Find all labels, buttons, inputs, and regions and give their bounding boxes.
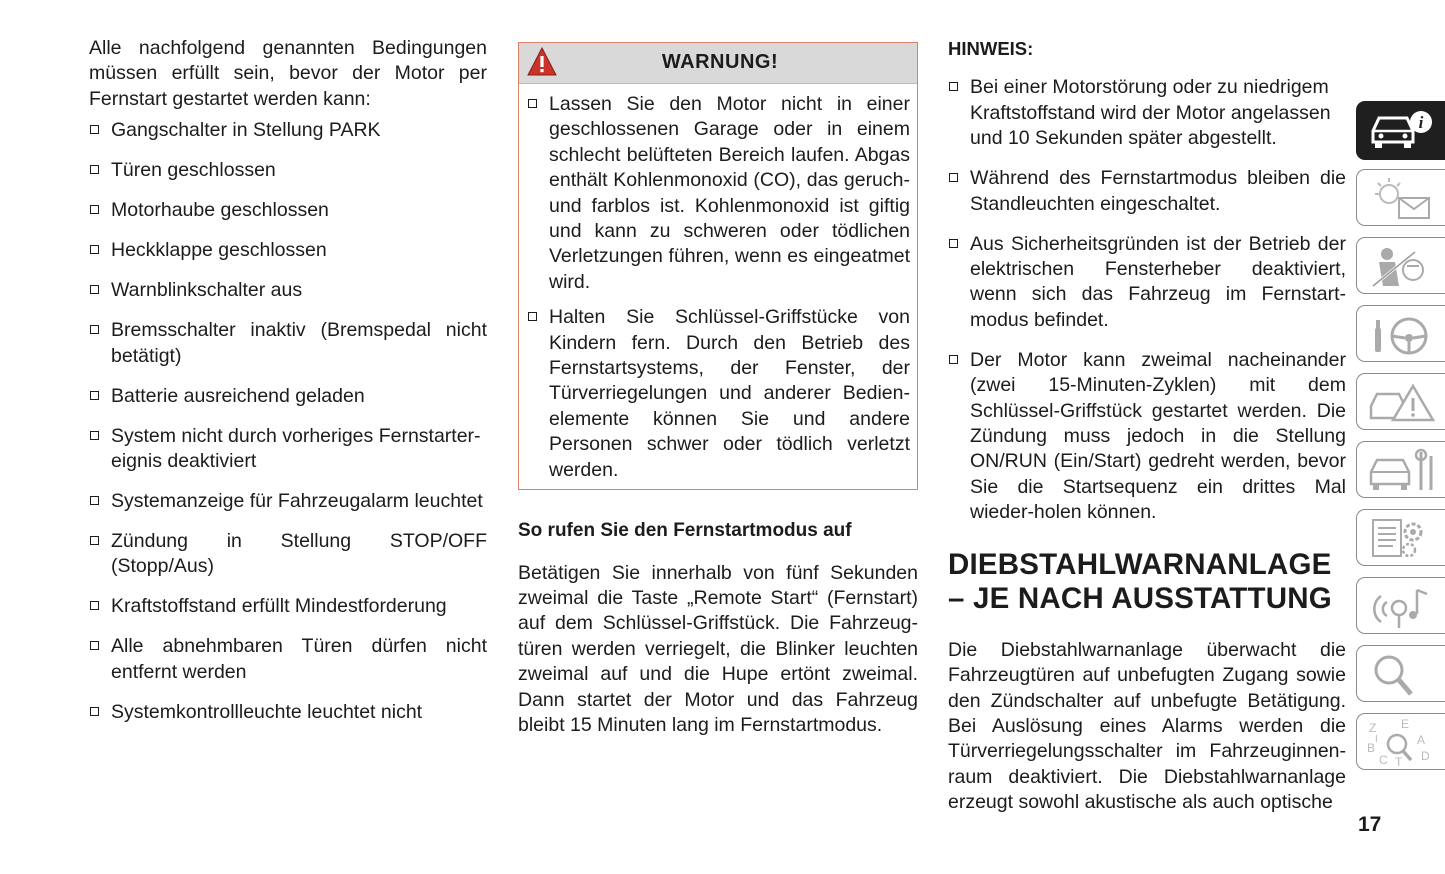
tab-safety[interactable] [1356,237,1445,294]
list-item: Türen geschlossen [89,158,487,183]
tab-car-info[interactable] [1356,101,1445,160]
checkbox-square-icon [90,641,99,650]
checkbox-square-icon [528,99,537,108]
note-item: Bei einer Motorstörung oder zu niedrigem Kraftstoffstand wird der Motor angelassen und 10 Sekunden später abgestellt. [948,75,1346,151]
index-letter: D [1421,749,1430,763]
checkbox-square-icon [90,165,99,174]
warning-item: Halten Sie Schlüssel-Griffstücke von Kindern fern. Durch den Betrieb des Fernstartsystems, der Fenster, der Türverriegelungen und anderer Bedien-elemente können Sie und andere Personen schwer oder tödlich verletzt werden. [527,305,910,483]
tab-technical-specs[interactable] [1356,509,1445,566]
checkbox-square-icon [949,239,958,248]
index-letter: Z [1369,721,1377,735]
page-number: 17 [1358,813,1382,836]
warning-body [519,84,917,489]
checkbox-square-icon [90,325,99,334]
checkbox-square-icon [90,707,99,716]
section-title [948,548,1346,616]
warning-title: WARNUNG! [661,51,779,73]
checkbox-square-icon [90,205,99,214]
note-item: Der Motor kann zweimal nacheinander (zwei 15-Minuten-Zyklen) mit dem Schlüssel-Griffstück gestartet werden. Die Zündung muss jedoch in die Stellung ON/RUN (Ein/Start) gedreht werden, bevor Sie die Startsequenz ein drittes Mal wieder-holen können. [948,348,1346,526]
alarm-paragraph: Die Diebstahlwarnanlage überwacht die Fahrzeugtüren auf unbefugten Zugang sowie den Zündschalter auf unbefugte Betätigung. Bei Auslösung eines Alarms werden die Türverriegelungsschalter im Fahrzeuginnen-raum deaktiviert. Die Diebstahlwarnanlage erzeugt sowohl akustische als auch optische [948,638,1346,814]
list-item: Heckklappe geschlossen [89,238,487,263]
index-letter: C [1379,753,1388,767]
index-letter: T [1395,755,1403,768]
note-item: Während des Fernstartmodus bleiben die Standleuchten eingeschaltet. [948,166,1346,217]
list-item: Bremsschalter inaktiv (Bremspedal nicht betätigt) [89,318,487,369]
middle-column [518,42,918,738]
dashboard-lights-icon [1365,174,1441,224]
list-item: Batterie ausreichend geladen [89,384,487,409]
note-label: HINWEIS: [948,38,1034,59]
section-subheading: So rufen Sie den Fernstartmodus auf [518,520,852,542]
car-info-icon [1365,106,1441,156]
car-warning-icon [1365,378,1441,428]
section-title-line-2: – JE NACH AUSSTATTUNG [948,581,1332,615]
list-item: Kraftstoffstand erfüllt Mindestforderung [89,594,487,619]
tab-dashboard[interactable] [1356,169,1445,226]
notes-list [948,75,1346,525]
specs-gear-icon [1365,514,1441,564]
checkbox-square-icon [949,355,958,364]
checkbox-square-icon [90,285,99,294]
airbag-safety-icon [1365,242,1441,292]
index-letter: E [1401,718,1410,731]
checkbox-square-icon [90,431,99,440]
checkbox-square-icon [949,173,958,182]
steering-wheel-icon [1365,310,1441,360]
tab-search[interactable] [1356,645,1445,702]
checkbox-square-icon [528,312,537,321]
conditions-list [89,118,487,725]
list-item: Motorhaube geschlossen [89,198,487,223]
remote-start-paragraph: Betätigen Sie innerhalb von fünf Sekunden zweimal die Taste „Remote Start“ (Fernstart) auf dem Schlüssel-Griffstück. Die Fahrzeug-türen werden verriegelt, die Blinker leuchten zweimal auf und die Hupe ertönt zweimal. Dann startet der Motor und das Fahrzeug bleibt 15 Minuten lang im Fernstartmodus. [518,561,918,736]
car-service-icon [1365,446,1441,496]
checkbox-square-icon [90,245,99,254]
checkbox-square-icon [90,125,99,134]
note-item: Aus Sicherheitsgründen ist der Betrieb der elektrischen Fensterheber deaktiviert, wenn sich das Fahrzeug im Fernstart-modus befindet. [948,232,1346,334]
intro-paragraph: Alle nachfolgend genannten Bedingungen müssen erfüllt sein, bevor der Motor per Fernstart gestartet werden kann: [89,37,487,110]
list-item: Systemkontrollleuchte leuchtet nicht [89,700,487,725]
right-column [948,36,1346,816]
warning-item: Lassen Sie den Motor nicht in einer geschlossenen Garage oder in einem schlecht belüfteten Bereich laufen. Abgas enthält Kohlenmonoxid (CO), das geruch- und farblos ist. Kohlenmonoxid ist giftig und kann zu schweren oder tödlichen Verletzungen führen, wenn es eingeatmet wird. [527,92,910,295]
multimedia-icon [1365,582,1441,632]
warning-box [518,42,918,490]
left-column [89,36,487,740]
list-item: Gangschalter in Stellung PARK [89,118,487,143]
list-item: System nicht durch vorheriges Fernstarter-eignis deaktiviert [89,424,487,475]
list-item: Alle abnehmbaren Türen dürfen nicht entfernt werden [89,634,487,685]
checkbox-square-icon [90,496,99,505]
index-letter: I [1375,734,1378,745]
index-letter: A [1417,733,1426,747]
checkbox-square-icon [949,82,958,91]
tab-starting-driving[interactable] [1356,305,1445,362]
alphabetical-index-icon [1365,718,1441,768]
tab-multimedia[interactable] [1356,577,1445,634]
index-letter: B [1367,741,1376,755]
svg-text:i: i [1418,113,1424,132]
checkbox-square-icon [90,391,99,400]
list-item: Warnblinkschalter aus [89,278,487,303]
section-title-line-1: DIEBSTAHLWARNANLAGE [948,547,1332,581]
warning-header [519,43,917,84]
list-item: Zündung in Stellung STOP/OFF (Stopp/Aus) [89,529,487,580]
tab-service[interactable] [1356,441,1445,498]
list-item: Systemanzeige für Fahrzeugalarm leuchtet [89,489,487,514]
search-icon [1365,650,1441,700]
tab-emergency[interactable] [1356,373,1445,430]
tab-index[interactable] [1356,713,1445,770]
checkbox-square-icon [90,601,99,610]
checkbox-square-icon [90,536,99,545]
